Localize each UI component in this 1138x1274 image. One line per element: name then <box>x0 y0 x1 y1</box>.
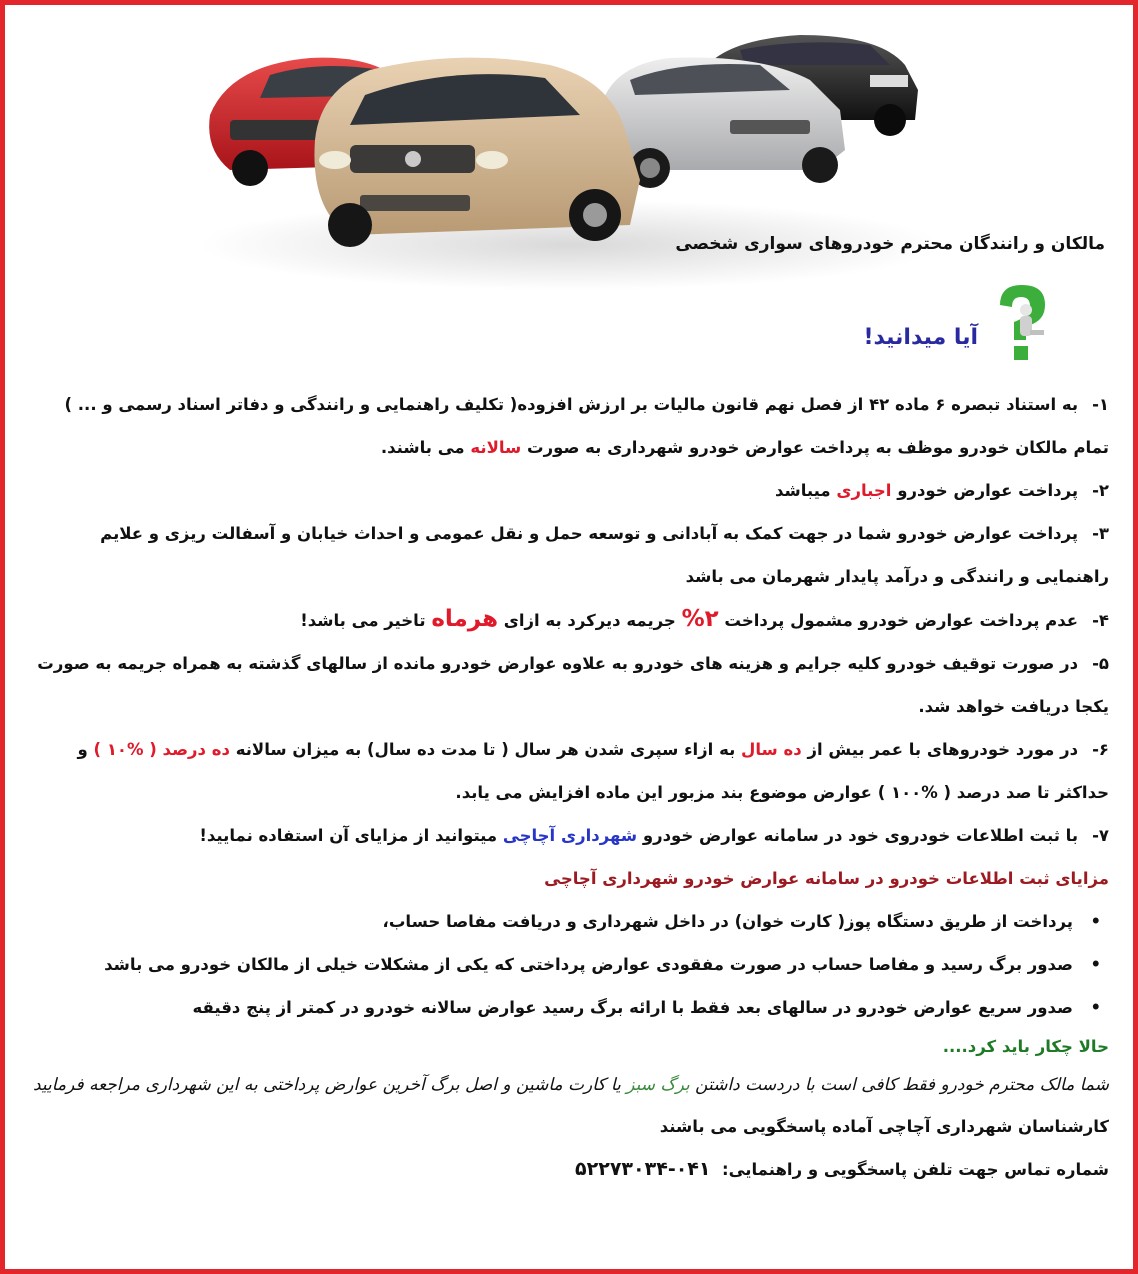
item-number: ۴- <box>1092 611 1109 630</box>
item-5 <box>25 642 1109 728</box>
benefit-item <box>25 900 1109 943</box>
instruction-part: یا کارت ماشین و اصل برگ آخرین عوارض پرداختی به این شهرداری مراجعه فرمایید <box>33 1075 627 1095</box>
item-text: پرداخت عوارض خودرو شما در جهت کمک به آبادانی و توسعه حمل و نقل عمومی و احداث خیابان و آسفالت ریزی و علایم راهنمایی و رانندگی و درآمد پایدار شهرمان می باشد <box>100 524 1109 586</box>
benefit-text: صدور سریع عوارض خودرو در سالهای بعد فقط با ارائه برگ رسید عوارض سالانه خودرو در کمتر از پنج دقیقه <box>192 998 1073 1017</box>
item-text: می باشند. <box>380 438 471 457</box>
highlight-municipality: شهرداری آچاچی <box>502 826 638 845</box>
benefit-text: صدور برگ رسید و مفاصا حساب در صورت مفقودی عوارض پرداختی که یکی از مشکلات خیلی از مالکان خودرو می باشد <box>104 955 1073 974</box>
item-4 <box>25 598 1109 642</box>
item-7 <box>25 814 1109 857</box>
benefit-item <box>25 986 1109 1029</box>
item-text: میباشد <box>774 481 837 500</box>
instruction-text <box>25 1065 1109 1105</box>
instruction-part: شما مالک محترم خودرو فقط کافی است با دردست داشتن <box>689 1075 1109 1095</box>
item-text: در صورت توقیف خودرو کلیه جرایم و هزینه های خودرو به علاوه عوارض خودرو مانده از سالهای گذشته به همراه جریمه به صورت یکجا دریافت خواهد شد. <box>37 654 1109 716</box>
item-number: ۶- <box>1092 740 1109 759</box>
highlight-penalty-percent: ۲% <box>681 606 719 632</box>
item-number: ۱- <box>1092 395 1109 414</box>
benefit-text: پرداخت از طریق دستگاه پوز( کارت خوان) در داخل شهرداری و دریافت مفاصا حساب، <box>382 912 1073 931</box>
item-number: ۷- <box>1092 826 1109 845</box>
item-number: ۵- <box>1092 654 1109 673</box>
what-to-do-heading: حالا چکار باید کرد.... <box>942 1037 1109 1056</box>
phone-number: ۰۴۱-۵۲۲۷۳۰۳۴ <box>575 1158 711 1180</box>
headline: مالکان و رانندگان محترم خودروهای سواری شخصی <box>675 234 1105 254</box>
item-text: تاخیر می باشد! <box>300 611 432 630</box>
highlight-green-card: برگ سبز <box>626 1075 690 1095</box>
bullet-icon: • <box>1090 912 1101 931</box>
item-text: میتوانید از مزایای آن استفاده نمایید! <box>199 826 503 845</box>
item-text: عدم پرداخت عوارض خودرو مشمول پرداخت <box>718 611 1079 630</box>
benefits-title: مزایای ثبت اطلاعات خودرو در سامانه عوارض خودرو شهرداری آچاچی <box>544 869 1109 888</box>
item-text: پرداخت عوارض خودرو <box>891 481 1079 500</box>
phone-label: شماره تماس جهت تلفن پاسخگویی و راهنمایی: <box>722 1160 1109 1179</box>
item-text: با ثبت اطلاعات خودروی خود در سامانه عوارض خودرو <box>637 826 1079 845</box>
item-text: در مورد خودروهای با عمر بیش از <box>801 740 1079 759</box>
question-mark-icon <box>990 280 1050 370</box>
highlight-ten-years: ده سال <box>741 740 802 759</box>
item-2 <box>25 469 1109 512</box>
item-text: به ازاء سپری شدن هر سال ( تا مدت ده سال) به میزان سالانه <box>229 740 742 759</box>
bullet-icon: • <box>1090 955 1101 974</box>
highlight-per-month: هرماه <box>431 606 499 632</box>
item-text: و حداکثر تا صد درصد ( %۱۰۰ ) عوارض موضوع بند مزبور این ماده افزایش می یابد. <box>77 740 1109 802</box>
highlight-annual: سالانه <box>470 438 522 457</box>
bullet-icon: • <box>1090 998 1101 1017</box>
item-6 <box>25 728 1109 814</box>
item-text: جریمه دیرکرد به ازای <box>498 611 682 630</box>
highlight-ten-percent: ده درصد ( %۱۰ ) <box>93 740 230 759</box>
did-you-know-heading: آیا میدانید! <box>863 325 978 350</box>
item-3 <box>25 512 1109 598</box>
benefit-item <box>25 943 1109 986</box>
content <box>25 383 1109 1191</box>
item-1 <box>25 383 1109 469</box>
highlight-mandatory: اجباری <box>836 481 892 500</box>
item-number: ۳- <box>1092 524 1109 543</box>
phone-line <box>25 1148 1109 1191</box>
item-number: ۲- <box>1092 481 1109 500</box>
item-text: به استناد تبصره ۶ ماده ۴۲ از فصل نهم قانون مالیات بر ارزش افزوده( تکلیف راهنمایی و رانندگی و دفاتر اسناد رسمی و ... ) تمام مالکان خودرو موظف به پرداخت عوارض خودرو شهرداری به صورت <box>64 395 1109 457</box>
experts-note: کارشناسان شهرداری آچاچی آماده پاسخگویی می باشند <box>659 1117 1109 1136</box>
